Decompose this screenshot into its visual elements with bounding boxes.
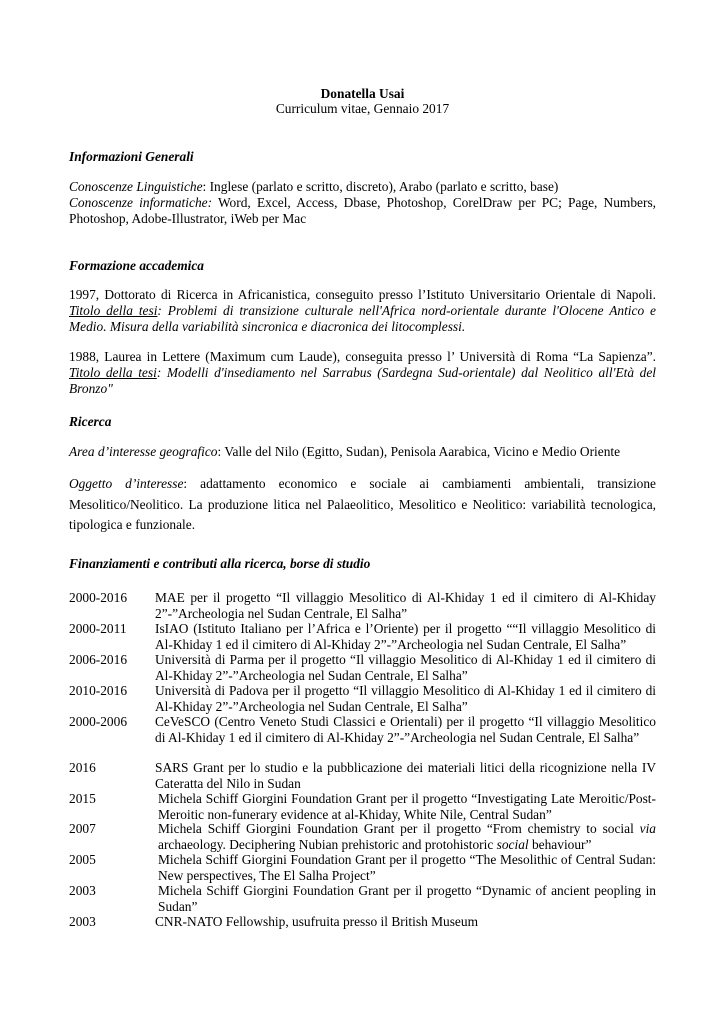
- research-object-label: Oggetto d’interesse: [69, 476, 184, 491]
- funding-years: 2000-2016: [69, 590, 128, 605]
- grant-year: 2003: [69, 883, 96, 898]
- funding-years: 2000-2006: [69, 714, 128, 729]
- funding-years: 2010-2016: [69, 683, 128, 698]
- funding-text: CeVeSCO (Centro Veneto Studi Classici e Orientali) per il progetto “Il villaggio Mesolitico di Al-Khiday 1 ed il cimitero di Al-Khiday 2”-”Archeologia nel Sudan Centrale, El Salha”: [155, 714, 656, 745]
- degree-thesis-label: Titolo della tesi: [69, 365, 157, 380]
- research-area-label: Area d’interesse geografico: [69, 444, 218, 459]
- funding-text: Università di Parma per il progetto “Il villaggio Mesolitico di Al-Khiday 1 ed il cimitero di Al-Khiday 2”-”Archeologia nel Sudan Centrale, El Salha”: [155, 652, 656, 683]
- grant-text: CNR-NATO Fellowship, usufruita presso il British Museum: [155, 914, 478, 929]
- grant-text: Michela Schiff Giorgini Foundation Grant per il progetto “The Mesolithic of Central Sudan: New perspectives, The El Salha Project”: [158, 852, 656, 883]
- funding-years: 2006-2016: [69, 652, 128, 667]
- phd-paragraph: [69, 287, 656, 335]
- section-heading-research: Ricerca: [69, 414, 112, 429]
- grant-text: Michela Schiff Giorgini Foundation Grant per il progetto “Investigating Late Meroitic/Post-Meroitic non-funerary evidence at al-Khiday, White Nile, Central Sudan”: [158, 791, 656, 822]
- grant-text: [158, 821, 656, 853]
- degree-thesis: [69, 365, 656, 396]
- grant-text-part: behaviour”: [528, 837, 592, 852]
- grant-text-italic: via: [639, 821, 656, 836]
- it-skills-label: Conoscenze informatiche:: [69, 195, 213, 210]
- section-heading-general: Informazioni Generali: [69, 149, 194, 164]
- funding-years: 2000-2011: [69, 621, 127, 636]
- section-heading-funding: Finanziamenti e contributi alla ricerca, borse di studio: [69, 556, 371, 571]
- phd-text: 1997, Dottorato di Ricerca in Africanistica, conseguito presso l’Istituto Universitario Orientale di Napoli.: [69, 287, 656, 302]
- grant-year: 2016: [69, 760, 96, 775]
- languages-label: Conoscenze Linguistiche: [69, 179, 203, 194]
- research-object-paragraph: [69, 474, 656, 536]
- grant-text-italic: social: [496, 837, 529, 852]
- phd-thesis-title: : Problemi di transizione culturale nell'Africa nord-orientale durante l'Olocene Antico e Medio. Misura della variabilità sincronica e diacronica dei litocomplessi.: [69, 303, 656, 334]
- degree-paragraph: [69, 349, 656, 397]
- research-area-paragraph: [69, 444, 656, 460]
- languages-text: : Inglese (parlato e scritto, discreto), Arabo (parlato e scritto, base): [202, 179, 559, 194]
- grant-text-part: Michela Schiff Giorgini Foundation Grant per il progetto “From chemistry to social: [158, 821, 640, 836]
- research-object-text: : adattamento economico e sociale ai cambiamenti ambientali, transizione Mesolitico/Neolitico. La produzione litica nel Palaeolitico, Mesolitico e Neolitico: variabilità tecnologica, tipologica e funzionale.: [69, 476, 656, 532]
- degree-thesis-title: : Modelli d'insediamento nel Sarrabus (Sardegna Sud-orientale) dal Neolitico all'Età del Bronzo": [69, 365, 657, 396]
- grant-year: 2003: [69, 914, 96, 929]
- grant-year: 2005: [69, 852, 96, 867]
- phd-thesis: [69, 303, 656, 334]
- grant-text: SARS Grant per lo studio e la pubblicazione dei materiali litici della ricognizione nella IV Cateratta del Nilo in Sudan: [155, 760, 656, 791]
- phd-thesis-label: Titolo della tesi: [69, 303, 158, 318]
- cv-author-name: Donatella Usai: [320, 86, 405, 101]
- languages-paragraph: [69, 179, 656, 195]
- it-skills-text: Word, Excel, Access, Dbase, Photoshop, CorelDraw per PC; Page, Numbers, Photoshop, Adobe-Illustrator, iWeb per Mac: [69, 195, 656, 226]
- grant-year: 2007: [69, 821, 96, 836]
- grant-text: Michela Schiff Giorgini Foundation Grant per il progetto “Dynamic of ancient peopling in Sudan”: [158, 883, 656, 914]
- it-skills-paragraph: [69, 195, 656, 227]
- funding-text: Università di Padova per il progetto “Il villaggio Mesolitico di Al-Khiday 1 ed il cimitero di Al-Khiday 2”-”Archeologia nel Sudan Centrale, El Salha”: [155, 683, 656, 714]
- funding-text: IsIAO (Istituto Italiano per l’Africa e l’Oriente) per il progetto ““Il villaggio Mesolitico di Al-Khiday 1 ed il cimitero di Al-Khiday 2”-”Archeologia nel Sudan Centrale, El Salha”: [155, 621, 656, 652]
- degree-text: 1988, Laurea in Lettere (Maximum cum Laude), conseguita presso l’ Università di Roma “La Sapienza”.: [69, 349, 656, 364]
- funding-text: MAE per il progetto “Il villaggio Mesolitico di Al-Khiday 1 ed il cimitero di Al-Khiday 2”-”Archeologia nel Sudan Centrale, El Salha”: [155, 590, 656, 621]
- grant-text-part: archaeology. Deciphering Nubian prehistoric and protohistoric: [158, 837, 497, 852]
- research-area-text: : Valle del Nilo (Egitto, Sudan), Penisola Aarabica, Vicino e Medio Oriente: [217, 444, 621, 459]
- section-heading-education: Formazione accademica: [69, 258, 205, 273]
- grant-year: 2015: [69, 791, 96, 806]
- cv-subtitle: Curriculum vitae, Gennaio 2017: [275, 101, 450, 116]
